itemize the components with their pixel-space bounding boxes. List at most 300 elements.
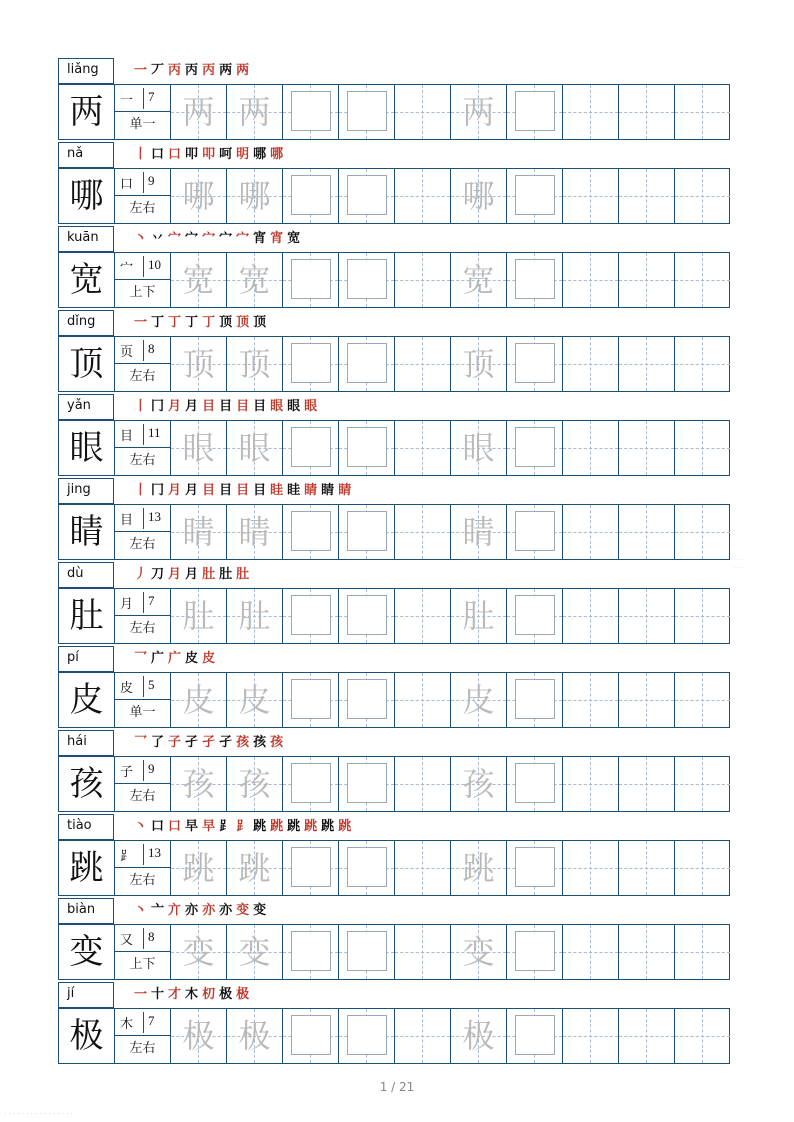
stroke-step: 亣 [168,903,183,918]
char-entry [58,58,730,142]
stroke-step: 极 [236,987,251,1002]
practice-cell[interactable] [395,589,451,643]
stroke-step: 了 [151,735,166,750]
trace-cell[interactable] [227,841,283,895]
radical-count-box [115,169,170,196]
trace-cell[interactable] [171,841,227,895]
stroke-step: 宀 [219,231,234,246]
guide-line [619,1036,674,1037]
stroke-step: 肚 [236,567,251,582]
practice-cell[interactable] [675,337,731,391]
trace-character: 皮 [182,681,215,719]
square-cell[interactable] [507,169,563,223]
practice-cell[interactable] [563,505,619,559]
guide-line [563,196,618,197]
square-cell[interactable] [339,253,395,307]
inner-square [347,1015,387,1055]
stroke-step: 十 [151,987,166,1002]
square-cell[interactable] [507,1009,563,1063]
practice-cell[interactable] [619,925,675,979]
square-cell[interactable] [339,421,395,475]
model-character: 皮 [59,673,115,727]
square-cell[interactable] [507,841,563,895]
practice-cell[interactable] [395,673,451,727]
square-cell[interactable] [339,925,395,979]
trace-cell[interactable] [171,85,227,139]
square-cell[interactable] [507,253,563,307]
practice-cell[interactable] [563,925,619,979]
practice-cell[interactable] [563,337,619,391]
practice-cell[interactable] [675,169,731,223]
square-cell[interactable] [507,673,563,727]
stroke-count: 13 [148,845,161,860]
char-info [115,253,171,307]
square-cell[interactable] [283,253,339,307]
stroke-step: 肚 [202,567,217,582]
trace-character: 眼 [238,429,271,467]
inner-square [515,1015,555,1055]
guide-line [619,196,674,197]
trace-cell[interactable] [451,841,507,895]
trace-cell[interactable] [227,589,283,643]
stroke-step: 广 [168,651,183,666]
inner-square [515,343,555,383]
practice-cell[interactable] [395,841,451,895]
practice-cell[interactable] [619,1009,675,1063]
stroke-order [134,396,321,418]
stroke-step: 皮 [185,651,200,666]
radical: 皮 [120,681,134,696]
square-cell[interactable] [339,673,395,727]
square-cell[interactable] [507,589,563,643]
practice-cell[interactable] [619,841,675,895]
divider [143,676,144,697]
practice-cell[interactable] [619,757,675,811]
trace-character: 皮 [238,681,271,719]
pinyin-label: dù [58,562,114,588]
practice-cell[interactable] [619,589,675,643]
inner-square [291,763,331,803]
square-cell[interactable] [283,337,339,391]
stroke-step: 月 [168,567,183,582]
practice-cell[interactable] [563,253,619,307]
square-cell[interactable] [283,673,339,727]
pinyin-row [58,226,730,252]
radical-count-box [115,85,170,112]
square-cell[interactable] [283,85,339,139]
square-cell[interactable] [339,841,395,895]
square-cell[interactable] [339,757,395,811]
structure-label: 单一 [129,117,156,132]
inner-square [515,763,555,803]
trace-cell[interactable] [451,505,507,559]
structure-label: 左右 [129,369,156,384]
trace-character: 跳 [182,849,215,887]
inner-square [291,91,331,131]
practice-cell[interactable] [395,169,451,223]
square-cell[interactable] [507,925,563,979]
structure-label: 左右 [129,789,156,804]
trace-cell[interactable] [171,337,227,391]
inner-square [515,259,555,299]
stroke-step: 顶 [236,315,251,330]
stroke-count: 7 [148,89,155,104]
stroke-step: 孩 [236,735,251,750]
guide-line [395,952,450,953]
trace-character: 极 [182,1017,215,1055]
trace-cell[interactable] [171,421,227,475]
trace-cell[interactable] [171,505,227,559]
trace-cell[interactable] [227,169,283,223]
trace-cell[interactable] [451,421,507,475]
practice-cell[interactable] [675,925,731,979]
stroke-step: 睛 [338,483,353,498]
char-info [115,505,171,559]
trace-cell[interactable] [451,673,507,727]
trace-cell[interactable] [451,589,507,643]
trace-cell[interactable] [227,337,283,391]
model-character: 哪 [59,169,115,223]
guide-line [675,616,730,617]
trace-cell[interactable] [171,925,227,979]
square-cell[interactable] [507,505,563,559]
practice-sheet [58,58,730,1066]
guide-line [619,784,674,785]
guide-line [563,364,618,365]
trace-character: 变 [238,933,271,971]
practice-cell[interactable] [395,925,451,979]
stroke-step: 眭 [287,483,302,498]
trace-cell[interactable] [171,757,227,811]
char-entry [58,730,730,814]
practice-cell[interactable] [619,505,675,559]
square-cell[interactable] [339,505,395,559]
pinyin-row [58,646,730,672]
trace-character: 宽 [462,261,495,299]
square-cell[interactable] [507,85,563,139]
structure-label: 上下 [129,285,156,300]
guide-line [619,868,674,869]
trace-cell[interactable] [451,85,507,139]
divider [143,508,144,529]
practice-cell[interactable] [675,757,731,811]
guide-line [619,112,674,113]
trace-character: 两 [462,93,495,131]
stroke-step: 顶 [219,315,234,330]
practice-cell[interactable] [563,673,619,727]
practice-cell[interactable] [675,253,731,307]
guide-line [619,532,674,533]
stroke-step: 眼 [287,399,302,414]
radical-count-box [115,421,170,448]
trace-cell[interactable] [227,253,283,307]
practice-cell[interactable] [395,421,451,475]
practice-cell[interactable] [619,85,675,139]
stroke-step: 变 [236,903,251,918]
char-entry [58,310,730,394]
practice-cell[interactable] [619,421,675,475]
stroke-step: 子 [168,735,183,750]
practice-cell[interactable] [563,421,619,475]
char-info [115,421,171,475]
trace-character: 顶 [462,345,495,383]
grid-row [58,840,730,896]
inner-square [515,427,555,467]
stroke-step: 丨 [134,147,149,162]
guide-line [675,532,730,533]
inner-square [347,931,387,971]
trace-cell[interactable] [171,169,227,223]
square-cell[interactable] [283,757,339,811]
char-entry [58,982,730,1066]
practice-cell[interactable] [395,757,451,811]
divider [143,592,144,613]
char-info [115,589,171,643]
structure-label: 左右 [129,201,156,216]
divider [143,760,144,781]
stroke-count: 8 [148,341,155,356]
practice-cell[interactable] [619,673,675,727]
guide-line [619,280,674,281]
guide-line [675,784,730,785]
trace-cell[interactable] [171,1009,227,1063]
stroke-step: 眭 [270,483,285,498]
trace-character: 变 [182,933,215,971]
pinyin-label: kuān [58,226,114,252]
guide-line [675,952,730,953]
square-cell[interactable] [283,841,339,895]
grid-row [58,168,730,224]
pinyin-row [58,898,730,924]
structure-label: 单一 [129,705,156,720]
stroke-step: 一 [134,987,149,1002]
model-character: 变 [59,925,115,979]
trace-character: 哪 [238,177,271,215]
radical: 宀 [120,261,134,276]
guide-line [563,868,618,869]
divider [143,928,144,949]
pinyin-label: jing [58,478,114,504]
structure-label: 上下 [129,957,156,972]
model-character: 睛 [59,505,115,559]
inner-square [291,427,331,467]
structure-label: 左右 [129,537,156,552]
practice-cell[interactable] [563,589,619,643]
guide-line [395,700,450,701]
practice-cell[interactable] [563,1009,619,1063]
model-character: 肚 [59,589,115,643]
trace-cell[interactable] [227,85,283,139]
square-cell[interactable] [283,505,339,559]
trace-cell[interactable] [227,673,283,727]
pinyin-label: biàn [58,898,114,924]
radical-count-box [115,673,170,700]
stroke-step: 月 [185,399,200,414]
square-cell[interactable] [339,1009,395,1063]
trace-cell[interactable] [451,925,507,979]
structure-label: 左右 [129,873,156,888]
guide-line [563,280,618,281]
radical-count-box [115,505,170,532]
pinyin-row [58,58,730,84]
trace-cell[interactable] [227,757,283,811]
stroke-step: 丁 [185,315,200,330]
stroke-step: 才 [168,987,183,1002]
radical: 子 [120,765,134,780]
practice-cell[interactable] [563,169,619,223]
inner-square [291,595,331,635]
stroke-step: 目 [202,483,217,498]
practice-cell[interactable] [619,169,675,223]
trace-character: 顶 [182,345,215,383]
stroke-step: 丿 [134,567,149,582]
pinyin-row [58,310,730,336]
square-cell[interactable] [283,1009,339,1063]
inner-square [347,595,387,635]
trace-cell[interactable] [171,589,227,643]
trace-cell[interactable] [451,337,507,391]
stroke-count: 7 [148,593,155,608]
radical: 月 [120,597,134,612]
practice-cell[interactable] [563,757,619,811]
stroke-step: 跳 [253,819,268,834]
guide-line [675,196,730,197]
stroke-count: 8 [148,929,155,944]
trace-cell[interactable] [227,505,283,559]
stroke-step: 宀 [236,231,251,246]
practice-cell[interactable] [563,841,619,895]
stroke-order [134,228,304,250]
stroke-step: 宀 [168,231,183,246]
practice-cell[interactable] [675,589,731,643]
practice-cell[interactable] [395,253,451,307]
watermark: · · · · · · · · · · · · · · · · [4,1110,73,1118]
practice-cell[interactable] [675,1009,731,1063]
square-cell[interactable] [507,337,563,391]
trace-character: 孩 [462,765,495,803]
practice-cell[interactable] [395,1009,451,1063]
stroke-step: 丨 [134,483,149,498]
practice-cell[interactable] [619,253,675,307]
square-cell[interactable] [339,589,395,643]
trace-cell[interactable] [227,1009,283,1063]
stroke-step: 口 [168,819,183,834]
radical: 页 [120,345,134,360]
practice-cell[interactable] [395,337,451,391]
trace-character: 皮 [462,681,495,719]
trace-cell[interactable] [171,673,227,727]
practice-cell[interactable] [675,841,731,895]
stroke-step: 亦 [185,903,200,918]
char-entry [58,478,730,562]
pinyin-label: hái [58,730,114,756]
trace-character: 肚 [182,597,215,635]
grid-row [58,1008,730,1064]
square-cell[interactable] [507,757,563,811]
divider [143,88,144,109]
stroke-step: 顶 [253,315,268,330]
stroke-step: 丷 [151,231,166,246]
trace-cell[interactable] [227,925,283,979]
trace-character: 睛 [462,513,495,551]
inner-square [347,847,387,887]
stroke-step: 哪 [270,147,285,162]
square-cell[interactable] [507,421,563,475]
practice-cell[interactable] [563,85,619,139]
stroke-step: 孑 [202,735,217,750]
square-cell[interactable] [283,589,339,643]
practice-cell[interactable] [675,421,731,475]
stroke-step: 宀 [185,231,200,246]
inner-square [347,343,387,383]
guide-line [619,616,674,617]
stroke-step: 丶 [134,231,149,246]
stroke-step: 皮 [202,651,217,666]
trace-character: 肚 [238,597,271,635]
char-info [115,85,171,139]
stroke-step: 冂 [151,399,166,414]
trace-character: 两 [238,93,271,131]
inner-square [347,91,387,131]
square-cell[interactable] [283,925,339,979]
radical-count-box [115,589,170,616]
stroke-step: 目 [236,399,251,414]
trace-cell[interactable] [451,169,507,223]
practice-cell[interactable] [619,337,675,391]
stroke-step: 丙 [202,63,217,78]
trace-character: 眼 [182,429,215,467]
trace-cell[interactable] [451,757,507,811]
radical-count-box [115,757,170,784]
stroke-step: 目 [236,483,251,498]
stroke-step: 两 [219,63,234,78]
stroke-step: 跳 [304,819,319,834]
practice-cell[interactable] [675,673,731,727]
stroke-order [134,144,287,166]
guide-line [563,532,618,533]
stroke-count: 13 [148,509,161,524]
trace-cell[interactable] [227,421,283,475]
trace-cell[interactable] [171,253,227,307]
square-cell[interactable] [339,85,395,139]
stroke-step: 早 [185,819,200,834]
practice-cell[interactable] [675,85,731,139]
trace-character: 肚 [462,597,495,635]
guide-line [395,868,450,869]
model-character: 顶 [59,337,115,391]
trace-cell[interactable] [451,1009,507,1063]
square-cell[interactable] [339,169,395,223]
square-cell[interactable] [283,421,339,475]
stroke-step: 目 [219,483,234,498]
practice-cell[interactable] [675,505,731,559]
stroke-step: 一 [134,63,149,78]
practice-cell[interactable] [395,505,451,559]
square-cell[interactable] [339,337,395,391]
trace-cell[interactable] [451,253,507,307]
trace-character: 睛 [238,513,271,551]
divider [143,1012,144,1033]
grid-row [58,252,730,308]
structure-label: 左右 [129,453,156,468]
grid-row [58,336,730,392]
practice-cell[interactable] [395,85,451,139]
inner-square [291,1015,331,1055]
stroke-step: 口 [168,147,183,162]
guide-line [395,364,450,365]
grid-row [58,924,730,980]
square-cell[interactable] [283,169,339,223]
